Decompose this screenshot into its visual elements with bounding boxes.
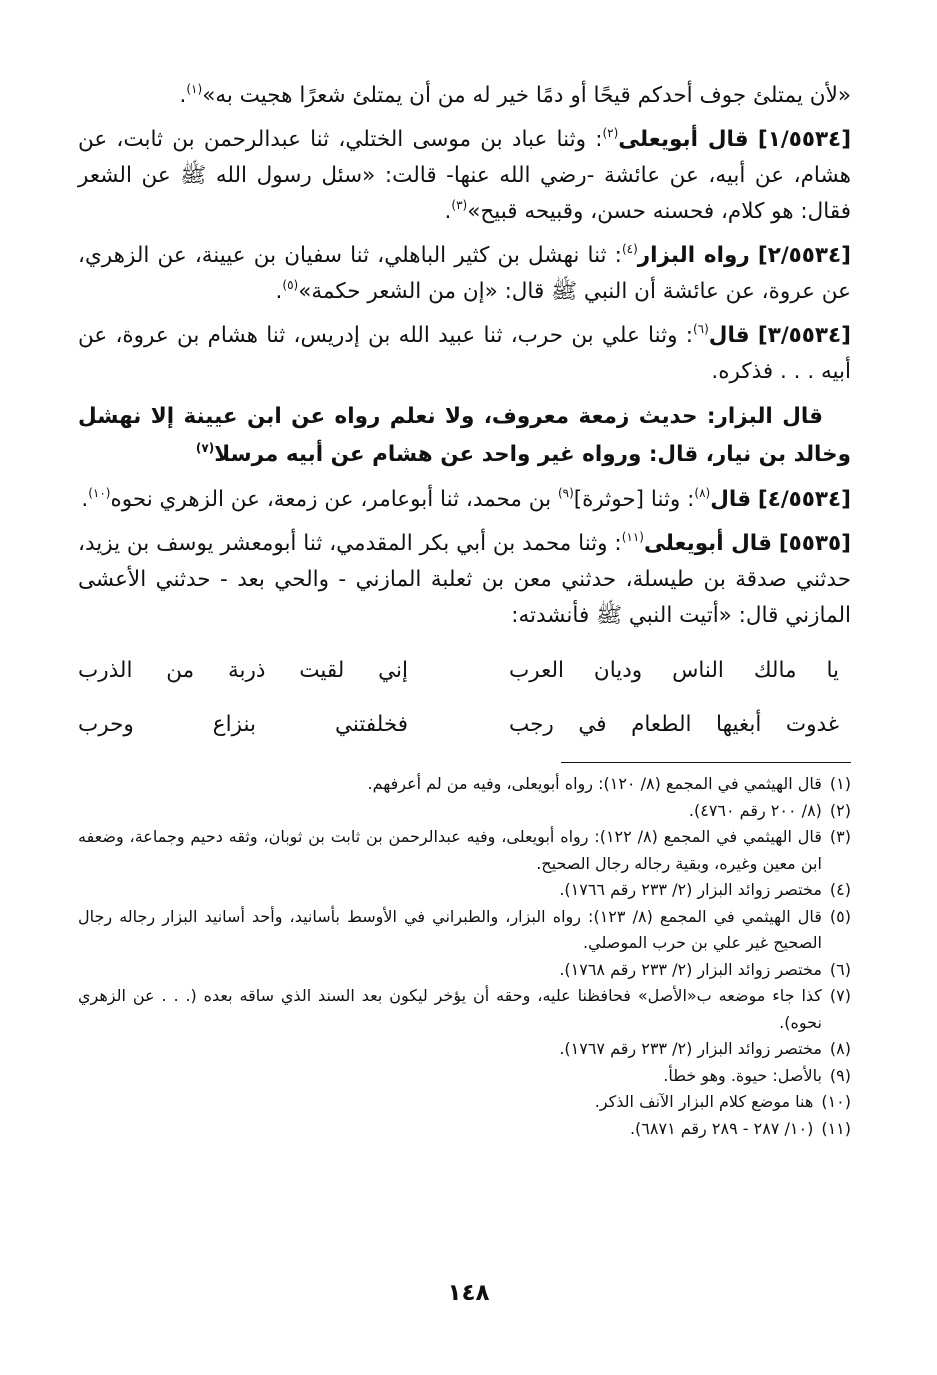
footnote (78, 957, 851, 984)
hadith-paragraph-2 (78, 238, 851, 310)
hadith-text: : وثنا محمد بن أبي بكر المقدمي، ثنا أبومعشر يوسف بن يزيد، حدثني صدقة بن طيسلة، حدثني معن بن ثعلبة المازني - والحي بعد - حدثني الأعشى المازني قال: «أتيت النبي ﷺ فأنشدته: (78, 531, 851, 628)
footnote-marker: (٥) (282, 278, 299, 292)
footnote (78, 877, 851, 904)
bazzar-comment (78, 398, 851, 474)
footnote-number: (١٠) (821, 1092, 851, 1111)
poem (78, 644, 851, 752)
hadith-paragraph-1 (78, 122, 851, 230)
footnote-text: مختصر زوائد البزار (٢/ ٢٣٣ رقم ١٧٦٦). (559, 880, 822, 899)
footnote-number: (٦) (829, 959, 851, 979)
footnote-number: (١) (829, 774, 851, 793)
footnote-text: (٨/ ٢٠٠ رقم ٤٧٦٠). (688, 800, 822, 820)
hadith-paragraph-3 (78, 318, 851, 390)
hadith-narrator: قال أبويعلى (618, 127, 749, 152)
footnote-text: مختصر زوائد البزار (٢/ ٢٣٣ رقم ١٧٦٨). (559, 959, 822, 979)
footnote (78, 1089, 851, 1116)
hadith-narrator: رواه البزار (637, 243, 750, 268)
footnote-text: كذا جاء موضعه ب«الأصل» فحافظنا عليه، وحقه أن يؤخر ليكون بعد السند الذي ساقه بعده (. . . عن الزهري نحوه). (78, 986, 822, 1032)
hadith-narrator: قال (708, 323, 750, 348)
book-page (78, 78, 851, 1142)
hadith-text: : وثنا [حوثرة] (573, 487, 695, 512)
footnote-text: قال الهيثمي في المجمع (٨/ ١٢٣): رواه البزار، والطبراني في الأوسط بأسانيد، وأحد أسانيد البزار رجاله رجال الصحيح غير علي بن حرب الموصلي. (78, 906, 822, 952)
footnote-marker: (٤) (621, 242, 638, 256)
footnote-marker: (٧) (195, 441, 215, 455)
poem-first-hemistich: يا مالك الناس وديان العرب (509, 658, 839, 683)
hadith-text: : وثنا عباد بن موسى الختلي، ثنا عبدالرحمن بن ثابت، عن هشام، عن أبيه، عن عائشة -رضي الله عنها- قالت: «سئل رسول الله ﷺ عن الشعر فقال: هو كلام، فحسنه حسن، وقبيحه قبيح» (78, 127, 851, 224)
footnote (78, 824, 851, 877)
footnote-number: (٩) (829, 1065, 851, 1085)
punctuation: . (275, 279, 283, 304)
footnote-marker: (٢) (602, 126, 619, 140)
footnote-number: (٢) (829, 800, 851, 820)
hadith-narrator: قال أبويعلى (643, 531, 772, 556)
punctuation: . (179, 83, 187, 108)
footnote-text: بالأصل: حيوة. وهو خطأ. (663, 1065, 822, 1085)
poem-verse (78, 698, 851, 752)
footnote-separator (561, 762, 851, 763)
footnote-text: (١٠/ ٢٨٧ - ٢٨٩ رقم ٦٨٧١). (629, 1118, 814, 1138)
footnote (78, 798, 851, 825)
footnote (78, 1036, 851, 1063)
footnote-marker: (١٠) (88, 486, 111, 500)
footnote-number: (٥) (829, 906, 851, 926)
hadith-text: : ثنا نهشل بن كثير الباهلي، ثنا سفيان بن عيينة، عن الزهري، عن عروة، عن عائشة أن النبي ﷺ قال: «إن من الشعر حكمة» (78, 243, 851, 304)
hadith-paragraph-4 (78, 482, 851, 518)
footnote-number: (٧) (829, 986, 851, 1005)
footnote-number: (٨) (829, 1039, 851, 1058)
footnote-number: (٤) (829, 880, 851, 899)
poem-first-hemistich: غدوت أبغيها الطعام في رجب (509, 712, 839, 737)
footnote-number: (٣) (829, 827, 851, 846)
hadith-narrator: قال (710, 487, 752, 512)
footnote (78, 1116, 851, 1143)
page-number: ١٤٨ (447, 1280, 490, 1306)
footnote (78, 983, 851, 1036)
punctuation: . (81, 487, 89, 512)
footnote-text: قال الهيثمي في المجمع (٨/ ١٢٠): رواه أبويعلى، وفيه من لم أعرفهم. (367, 774, 822, 793)
footnote-text: قال الهيثمي في المجمع (٨/ ١٢٢): رواه أبويعلى، وفيه عبدالرحمن بن ثابت بن ثوبان، وثقه دحيم وجماعة، وضعفه ابن معين وغيره، وبقية رجاله رجال الصحيح. (78, 827, 822, 873)
footnote (78, 1063, 851, 1090)
footnote-text: هنا موضع كلام البزار الآنف الذكر. (594, 1092, 814, 1111)
footnote-marker: (٨) (694, 486, 711, 500)
footnotes (78, 771, 851, 1142)
opening-line (78, 78, 851, 114)
hadith-ref: [٤/٥٥٣٤] (757, 487, 851, 512)
footnote-text: مختصر زوائد البزار (٢/ ٢٣٣ رقم ١٧٦٧). (559, 1039, 822, 1058)
hadith-ref: [٢/٥٥٣٤] (757, 243, 851, 268)
footnote-marker: (٣) (451, 198, 468, 212)
footnote-marker: (١١) (621, 530, 644, 544)
comment-text: قال البزار: حديث زمعة معروف، ولا نعلم رواه عن ابن عيينة إلا نهشل وخالد بن نيار، قال: ورواه غير واحد عن هشام عن أبيه مرسلا (78, 404, 851, 467)
hadith-ref: [٣/٥٥٣٤] (757, 323, 851, 348)
hadith-text: : وثنا علي بن حرب، ثنا عبيد الله بن إدريس، ثنا هشام بن عروة، عن أبيه . . . فذكره. (78, 323, 851, 384)
footnote (78, 771, 851, 798)
poem-verse (78, 644, 851, 698)
hadith-ref: [٥٥٣٥] (778, 531, 851, 556)
footnote-number: (١١) (821, 1118, 851, 1138)
hadith-ref: [١/٥٥٣٤] (757, 127, 852, 152)
hadith-text: بن محمد، ثنا أبوعامر، عن زمعة، عن الزهري نحوه (110, 487, 558, 512)
footnote-marker: (٩) (557, 486, 574, 500)
punctuation: . (444, 199, 452, 224)
poem-second-hemistich: إني لقيت ذربة من الذرب (78, 658, 408, 683)
footnote (78, 904, 851, 957)
poem-second-hemistich: فخلفتني بنزاع وحرب (78, 712, 408, 737)
opening-quote: «لأن يمتلئ جوف أحدكم قيحًا أو دمًا خير له من أن يمتلئ شعرًا هجيت به» (202, 83, 851, 108)
hadith-paragraph-5 (78, 526, 851, 634)
footnote-marker: (٦) (692, 322, 709, 336)
footnote-marker: (١) (186, 82, 203, 96)
